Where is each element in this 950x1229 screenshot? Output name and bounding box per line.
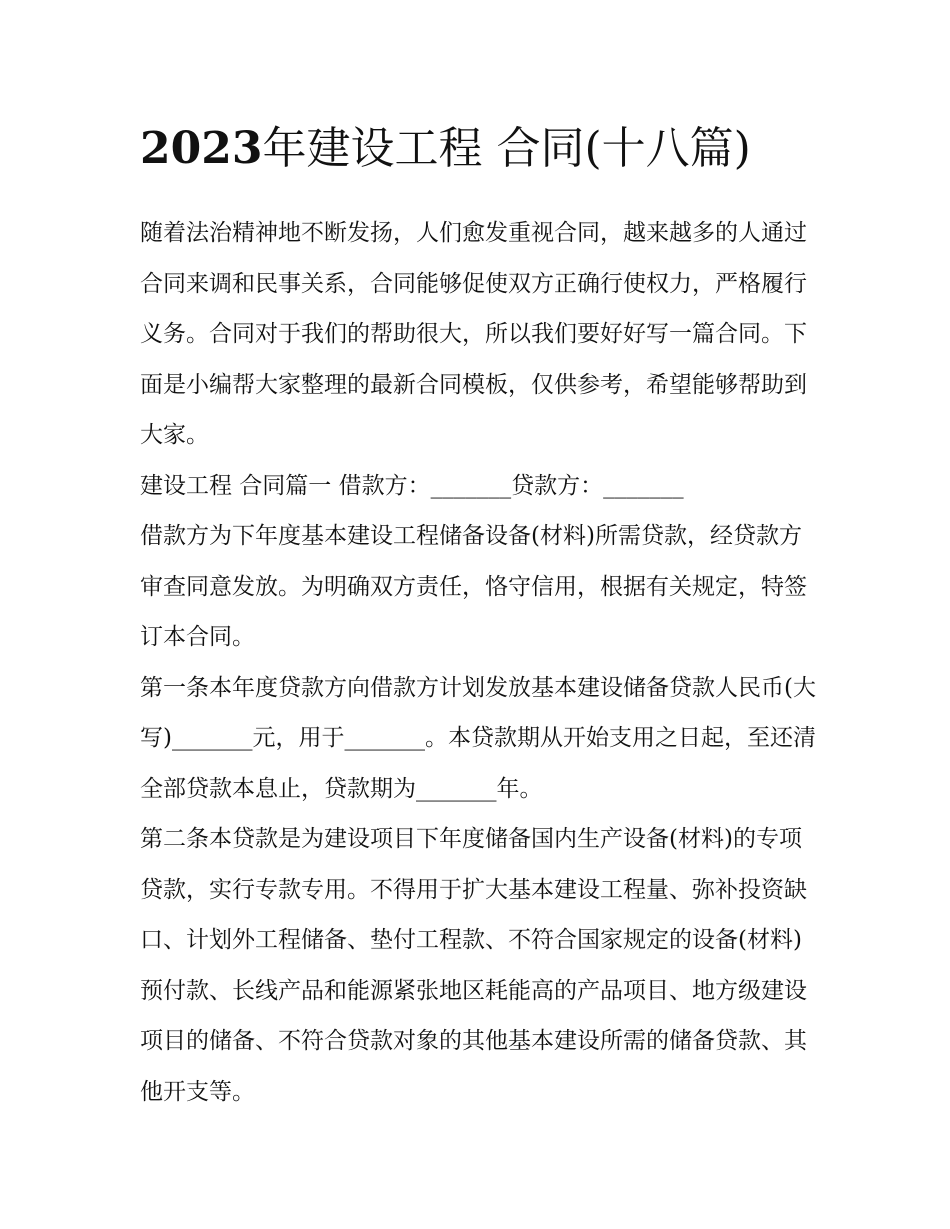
document-title <box>140 118 816 180</box>
article-one-paragraph: 第一条本年度贷款方向借款方计划发放基本建设储备贷款人民币(大写)_______元，用于_______。本贷款期从开始支用之日起，至还清全部贷款本息止，贷款期为_______年。 <box>140 674 816 802</box>
title-text: 年建设工程 合同(十八篇) <box>262 123 751 174</box>
document-body <box>140 118 816 1117</box>
intro-paragraph: 随着法治精神地不断发扬，人们愈发重视合同，越来越多的人通过合同来调和民事关系，合同能够促使双方正确行使权力，严格履行义务。合同对于我们的帮助很大，所以我们要好好写一篇合同。下面是小编帮大家整理的最新合同模板，仅供参考，希望能够帮助到大家。 <box>140 220 807 448</box>
contract-heading-line: 建设工程 合同篇一 借款方：_______贷款方：_______ <box>140 472 684 499</box>
article-two-paragraph: 第二条本贷款是为建设项目下年度储备国内生产设备(材料)的专项贷款，实行专款专用。不得用于扩大基本建设工程量、弥补投资缺口、计划外工程储备、垫付工程款、不符合国家规定的设备(材料)预付款、长线产品和能源紧张地区耗能高的产品项目、地方级建设项目的储备、不符合贷款对象的其他基本建设所需的储备贷款、其他开支等。 <box>140 826 807 1105</box>
purpose-paragraph: 借款方为下年度基本建设工程储备设备(材料)所需贷款，经贷款方审查同意发放。为明确双方责任，恪守信用，根据有关规定，特签订本合同。 <box>140 523 807 650</box>
title-year: 2023 <box>140 123 263 174</box>
